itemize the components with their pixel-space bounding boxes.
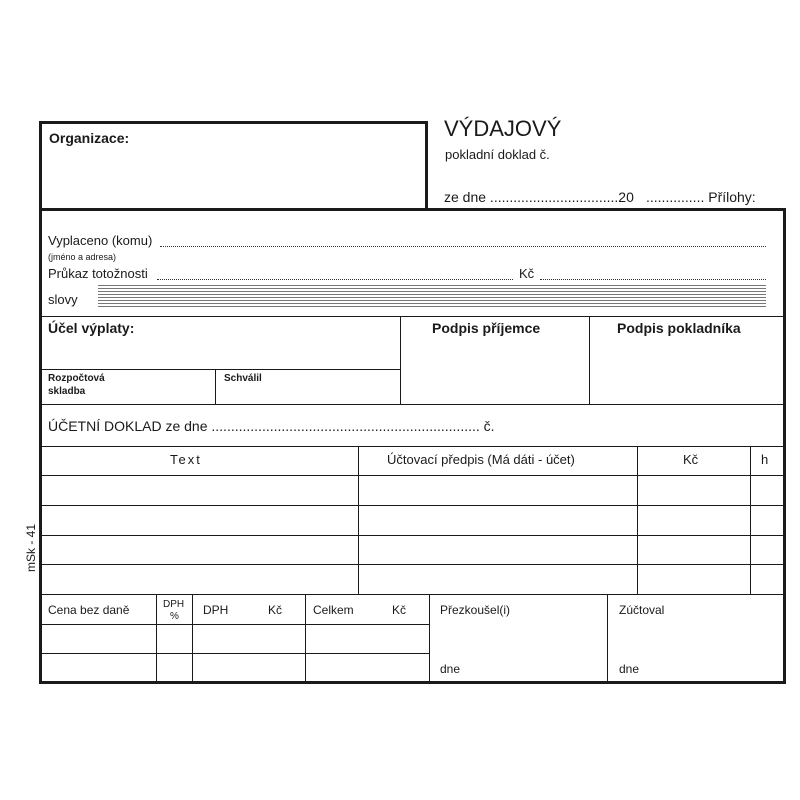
paid-to-label: Vyplaceno (komu) <box>48 233 153 248</box>
settled-label: Zúčtoval <box>619 603 665 617</box>
divider-accounting-top <box>39 404 786 405</box>
purpose-label: Účel výplaty: <box>48 320 135 336</box>
footer-divider-1 <box>156 594 157 682</box>
footer-divider-3 <box>305 594 306 682</box>
recipient-signature-label: Podpis příjemce <box>432 320 541 336</box>
budget-line-label: Rozpočtová <box>48 373 105 384</box>
table-row <box>39 475 786 476</box>
divider-signature-1 <box>400 316 401 405</box>
budget-line-label-2: skladba <box>48 386 86 397</box>
total-czk-label: Kč <box>392 603 407 617</box>
currency-label: Kč <box>519 266 535 281</box>
checked-date-label: dne <box>440 662 461 676</box>
vat-pct-label: DPH <box>163 599 185 610</box>
vat-label: DPH <box>203 603 229 617</box>
document-title: VÝDAJOVÝ <box>444 116 562 141</box>
price-excl-vat-label: Cena bez daně <box>48 603 130 617</box>
document-subtitle: pokladní doklad č. <box>445 147 550 162</box>
footer-divider-4 <box>429 594 430 682</box>
form-code: mSk - 41 <box>24 523 38 572</box>
divider-signature-2 <box>589 316 590 405</box>
divider-purpose-top <box>39 316 786 317</box>
vat-pct-symbol: % <box>170 611 179 622</box>
table-header-posting: Účtovací předpis (Má dáti - účet) <box>387 452 575 467</box>
checked-label: Přezkoušel(i) <box>440 603 511 617</box>
cashier-signature-label: Podpis pokladníka <box>617 320 741 336</box>
main-frame-bottom <box>39 681 786 684</box>
in-words-label: slovy <box>48 292 78 307</box>
attachments-label: ............... Přílohy: <box>646 189 756 205</box>
name-address-hint: (jméno a adresa) <box>48 252 117 262</box>
paid-to-field[interactable] <box>160 246 766 247</box>
approved-label: Schválil <box>224 373 262 384</box>
table-top <box>39 446 786 447</box>
accounting-doc-line: ÚČETNÍ DOKLAD ze dne ..................................................................... č. <box>48 418 495 434</box>
amount-field[interactable] <box>540 279 766 280</box>
in-words-field[interactable] <box>98 285 766 309</box>
divider-approved <box>215 369 216 405</box>
settled-date-label: dne <box>619 662 640 676</box>
footer-row-line-1 <box>39 624 430 625</box>
date-line: ze dne .................................20 <box>444 189 634 205</box>
table-bottom <box>39 594 786 595</box>
divider-budget-top <box>39 369 401 370</box>
table-header-czk: Kč <box>683 452 699 467</box>
table-header-text: Text <box>170 452 202 467</box>
table-row <box>39 505 786 506</box>
table-header-h: h <box>761 452 769 467</box>
table-col-divider-2 <box>637 446 638 594</box>
vat-czk-label: Kč <box>268 603 283 617</box>
footer-row-line-2 <box>39 653 430 654</box>
table-row <box>39 564 786 565</box>
table-row <box>39 535 786 536</box>
total-label: Celkem <box>313 603 354 617</box>
table-col-divider-3 <box>750 446 751 594</box>
footer-divider-2 <box>192 594 193 682</box>
main-frame-top <box>39 208 786 211</box>
id-card-label: Průkaz totožnosti <box>48 266 148 281</box>
footer-divider-5 <box>607 594 608 682</box>
table-col-divider-1 <box>358 446 359 594</box>
organization-label: Organizace: <box>49 130 130 146</box>
id-card-field[interactable] <box>157 279 513 280</box>
